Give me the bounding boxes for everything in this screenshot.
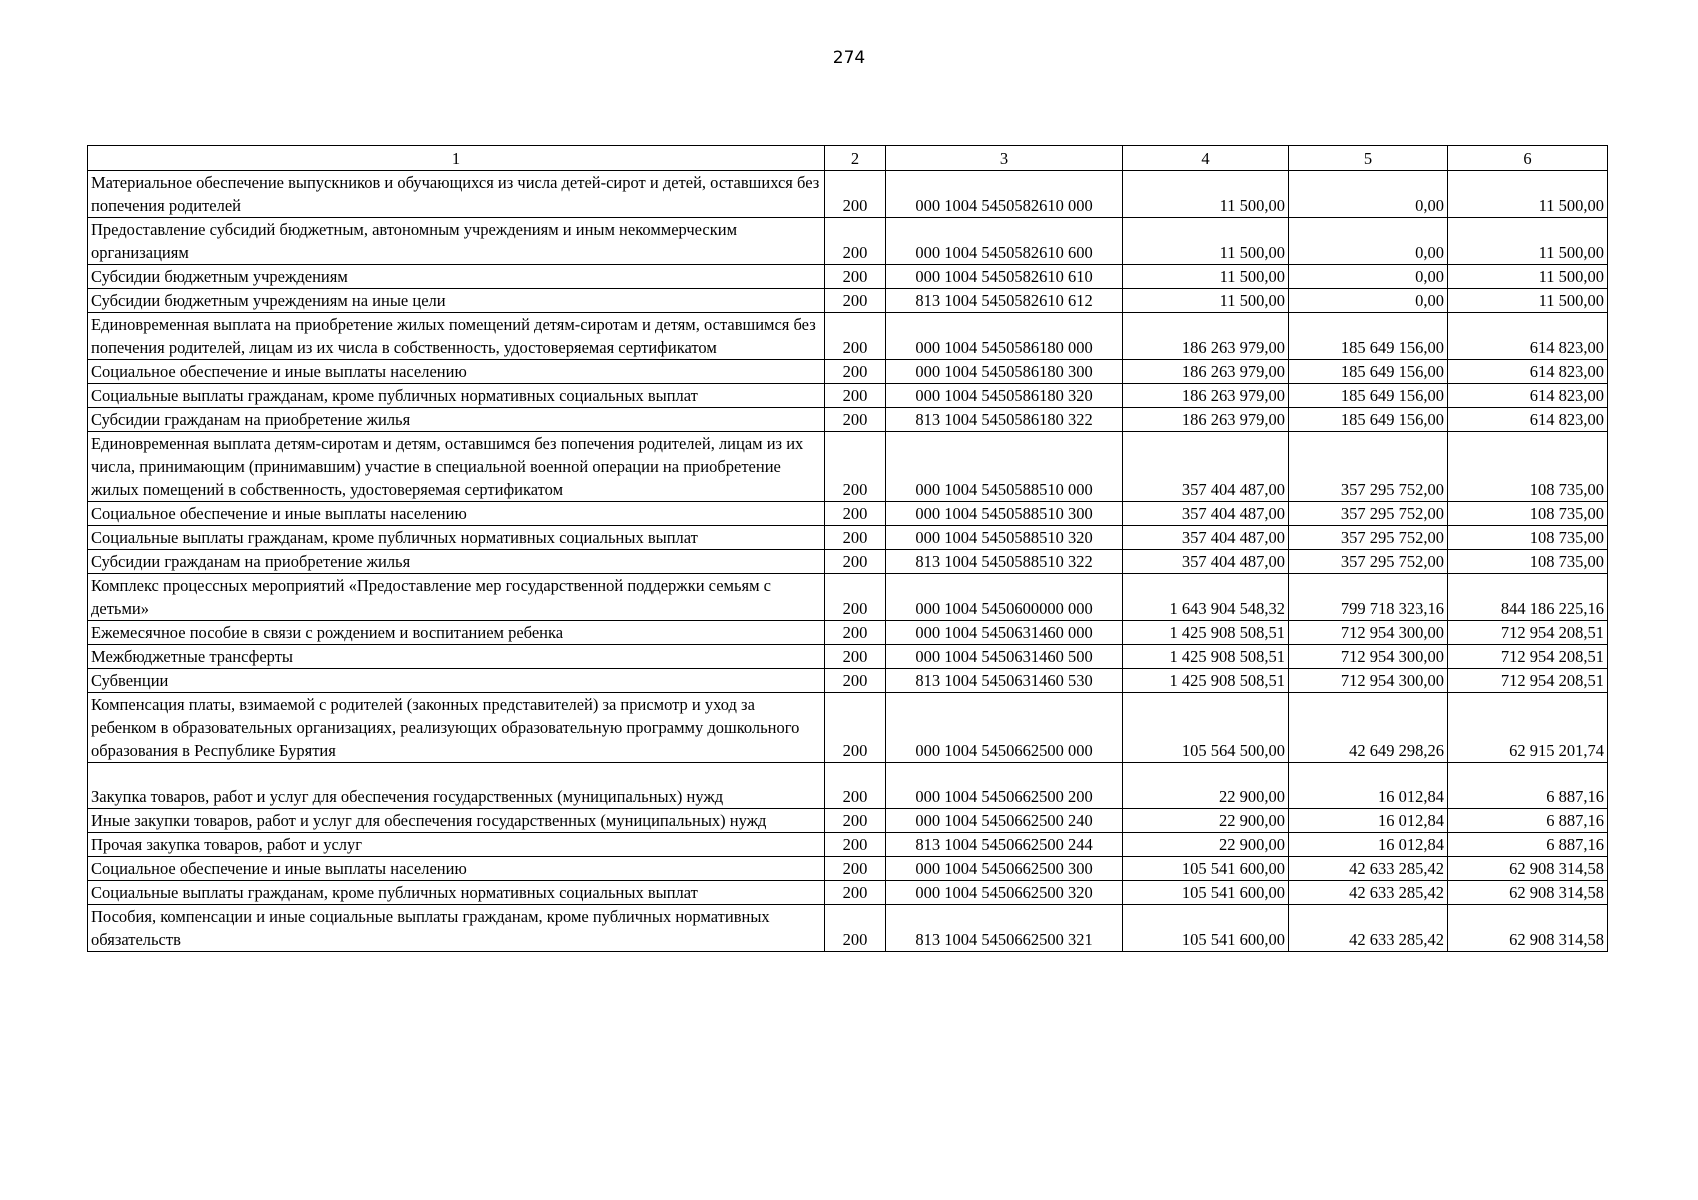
table-row — [88, 218, 1608, 265]
row-kbk: 000 1004 5450586180 320 — [886, 384, 1123, 408]
row-code: 200 — [825, 550, 886, 574]
row-name: Субсидии гражданам на приобретение жилья — [88, 408, 825, 432]
row-kbk: 000 1004 5450600000 000 — [886, 574, 1123, 621]
row-code: 200 — [825, 833, 886, 857]
row-value-4: 186 263 979,00 — [1123, 360, 1289, 384]
row-value-6: 108 735,00 — [1448, 526, 1608, 550]
row-kbk: 000 1004 5450662500 300 — [886, 857, 1123, 881]
row-code: 200 — [825, 857, 886, 881]
column-header: 2 — [825, 146, 886, 171]
row-value-4: 105 564 500,00 — [1123, 693, 1289, 763]
table-row — [88, 171, 1608, 218]
column-header: 4 — [1123, 146, 1289, 171]
table-row — [88, 360, 1608, 384]
row-name: Социальные выплаты гражданам, кроме публичных нормативных социальных выплат — [88, 384, 825, 408]
column-header: 1 — [88, 146, 825, 171]
row-value-4: 186 263 979,00 — [1123, 384, 1289, 408]
row-code: 200 — [825, 763, 886, 809]
table-row — [88, 526, 1608, 550]
row-value-5: 357 295 752,00 — [1289, 502, 1448, 526]
row-value-5: 799 718 323,16 — [1289, 574, 1448, 621]
row-name: Субвенции — [88, 669, 825, 693]
row-kbk: 813 1004 5450662500 244 — [886, 833, 1123, 857]
table-row — [88, 574, 1608, 621]
row-value-4: 11 500,00 — [1123, 171, 1289, 218]
row-value-6: 712 954 208,51 — [1448, 645, 1608, 669]
row-code: 200 — [825, 360, 886, 384]
row-value-5: 16 012,84 — [1289, 833, 1448, 857]
row-value-6: 108 735,00 — [1448, 502, 1608, 526]
row-name: Социальное обеспечение и иные выплаты населению — [88, 857, 825, 881]
row-value-6: 11 500,00 — [1448, 218, 1608, 265]
row-value-5: 357 295 752,00 — [1289, 526, 1448, 550]
row-name: Единовременная выплата детям-сиротам и детям, оставшимся без попечения родителей, лицам из их числа, принимающим (принимавшим) участие в специальной военной операции на приобретение жилых помещений в собственность, удостоверяемая сертификатом — [88, 432, 825, 502]
row-kbk: 000 1004 5450588510 300 — [886, 502, 1123, 526]
row-value-6: 614 823,00 — [1448, 408, 1608, 432]
row-value-5: 712 954 300,00 — [1289, 621, 1448, 645]
row-value-4: 11 500,00 — [1123, 289, 1289, 313]
row-code: 200 — [825, 645, 886, 669]
row-code: 200 — [825, 432, 886, 502]
row-name: Предоставление субсидий бюджетным, автономным учреждениям и иным некоммерческим организациям — [88, 218, 825, 265]
row-value-5: 357 295 752,00 — [1289, 432, 1448, 502]
row-value-6: 62 908 314,58 — [1448, 881, 1608, 905]
row-value-6: 844 186 225,16 — [1448, 574, 1608, 621]
row-value-4: 11 500,00 — [1123, 218, 1289, 265]
row-kbk: 813 1004 5450662500 321 — [886, 905, 1123, 952]
row-name: Прочая закупка товаров, работ и услуг — [88, 833, 825, 857]
table-row — [88, 669, 1608, 693]
row-code: 200 — [825, 218, 886, 265]
row-code: 200 — [825, 313, 886, 360]
row-value-4: 22 900,00 — [1123, 809, 1289, 833]
row-value-4: 357 404 487,00 — [1123, 526, 1289, 550]
row-kbk: 813 1004 5450582610 612 — [886, 289, 1123, 313]
column-header: 6 — [1448, 146, 1608, 171]
row-value-5: 42 633 285,42 — [1289, 881, 1448, 905]
row-name: Субсидии бюджетным учреждениям — [88, 265, 825, 289]
table-row — [88, 905, 1608, 952]
row-code: 200 — [825, 669, 886, 693]
row-name: Субсидии бюджетным учреждениям на иные цели — [88, 289, 825, 313]
table-row — [88, 313, 1608, 360]
column-header: 3 — [886, 146, 1123, 171]
row-value-6: 614 823,00 — [1448, 384, 1608, 408]
row-code: 200 — [825, 574, 886, 621]
row-value-6: 6 887,16 — [1448, 809, 1608, 833]
row-name: Иные закупки товаров, работ и услуг для обеспечения государственных (муниципальных) нужд — [88, 809, 825, 833]
row-value-6: 6 887,16 — [1448, 763, 1608, 809]
row-value-6: 62 908 314,58 — [1448, 905, 1608, 952]
table-row — [88, 384, 1608, 408]
row-code: 200 — [825, 905, 886, 952]
row-name: Единовременная выплата на приобретение жилых помещений детям-сиротам и детям, оставшимся без попечения родителей, лицам из их числа в собственность, удостоверяемая сертификатом — [88, 313, 825, 360]
row-kbk: 000 1004 5450582610 000 — [886, 171, 1123, 218]
row-value-4: 11 500,00 — [1123, 265, 1289, 289]
table-row — [88, 621, 1608, 645]
row-value-4: 186 263 979,00 — [1123, 313, 1289, 360]
row-value-4: 105 541 600,00 — [1123, 881, 1289, 905]
row-value-5: 0,00 — [1289, 171, 1448, 218]
row-code: 200 — [825, 881, 886, 905]
row-value-6: 62 915 201,74 — [1448, 693, 1608, 763]
table-row — [88, 408, 1608, 432]
row-value-5: 0,00 — [1289, 289, 1448, 313]
row-value-4: 357 404 487,00 — [1123, 502, 1289, 526]
row-code: 200 — [825, 171, 886, 218]
row-kbk: 813 1004 5450588510 322 — [886, 550, 1123, 574]
table-row — [88, 763, 1608, 809]
table-row — [88, 289, 1608, 313]
table-row — [88, 881, 1608, 905]
row-name: Социальные выплаты гражданам, кроме публичных нормативных социальных выплат — [88, 526, 825, 550]
table-row — [88, 693, 1608, 763]
row-value-4: 357 404 487,00 — [1123, 432, 1289, 502]
row-code: 200 — [825, 526, 886, 550]
row-value-4: 1 425 908 508,51 — [1123, 621, 1289, 645]
row-name: Комплекс процессных мероприятий «Предоставление мер государственной поддержки семьям с детьми» — [88, 574, 825, 621]
row-value-6: 108 735,00 — [1448, 550, 1608, 574]
row-value-5: 185 649 156,00 — [1289, 408, 1448, 432]
row-name: Ежемесячное пособие в связи с рождением и воспитанием ребенка — [88, 621, 825, 645]
row-kbk: 000 1004 5450662500 320 — [886, 881, 1123, 905]
row-code: 200 — [825, 693, 886, 763]
budget-table — [87, 145, 1608, 952]
row-value-5: 712 954 300,00 — [1289, 669, 1448, 693]
row-name: Пособия, компенсации и иные социальные выплаты гражданам, кроме публичных нормативных обязательств — [88, 905, 825, 952]
row-value-6: 712 954 208,51 — [1448, 669, 1608, 693]
table-row — [88, 809, 1608, 833]
row-code: 200 — [825, 621, 886, 645]
row-kbk: 000 1004 5450586180 300 — [886, 360, 1123, 384]
table-row — [88, 645, 1608, 669]
row-name: Закупка товаров, работ и услуг для обеспечения государственных (муниципальных) нужд — [88, 763, 825, 809]
row-value-6: 108 735,00 — [1448, 432, 1608, 502]
row-value-5: 357 295 752,00 — [1289, 550, 1448, 574]
row-value-5: 16 012,84 — [1289, 763, 1448, 809]
row-value-6: 6 887,16 — [1448, 833, 1608, 857]
row-value-5: 185 649 156,00 — [1289, 360, 1448, 384]
row-value-4: 186 263 979,00 — [1123, 408, 1289, 432]
row-value-6: 11 500,00 — [1448, 289, 1608, 313]
row-value-6: 11 500,00 — [1448, 171, 1608, 218]
row-kbk: 000 1004 5450631460 000 — [886, 621, 1123, 645]
table-row — [88, 833, 1608, 857]
row-value-4: 22 900,00 — [1123, 833, 1289, 857]
row-kbk: 813 1004 5450586180 322 — [886, 408, 1123, 432]
row-kbk: 000 1004 5450662500 000 — [886, 693, 1123, 763]
row-value-6: 614 823,00 — [1448, 313, 1608, 360]
row-code: 200 — [825, 265, 886, 289]
row-kbk: 000 1004 5450662500 240 — [886, 809, 1123, 833]
table-row — [88, 857, 1608, 881]
table-row — [88, 502, 1608, 526]
row-kbk: 000 1004 5450582610 610 — [886, 265, 1123, 289]
row-value-6: 62 908 314,58 — [1448, 857, 1608, 881]
row-value-5: 42 633 285,42 — [1289, 857, 1448, 881]
row-value-4: 357 404 487,00 — [1123, 550, 1289, 574]
row-name: Социальное обеспечение и иные выплаты населению — [88, 502, 825, 526]
row-value-4: 1 643 904 548,32 — [1123, 574, 1289, 621]
page-number: 274 — [832, 48, 866, 68]
row-kbk: 000 1004 5450588510 320 — [886, 526, 1123, 550]
row-code: 200 — [825, 809, 886, 833]
row-value-5: 16 012,84 — [1289, 809, 1448, 833]
row-kbk: 000 1004 5450588510 000 — [886, 432, 1123, 502]
row-code: 200 — [825, 502, 886, 526]
column-header: 5 — [1289, 146, 1448, 171]
row-value-4: 105 541 600,00 — [1123, 905, 1289, 952]
row-code: 200 — [825, 408, 886, 432]
row-name: Субсидии гражданам на приобретение жилья — [88, 550, 825, 574]
header-row — [88, 146, 1608, 171]
row-kbk: 000 1004 5450586180 000 — [886, 313, 1123, 360]
row-value-4: 22 900,00 — [1123, 763, 1289, 809]
row-name: Социальное обеспечение и иные выплаты населению — [88, 360, 825, 384]
table-row — [88, 265, 1608, 289]
row-value-5: 185 649 156,00 — [1289, 384, 1448, 408]
table-row — [88, 432, 1608, 502]
row-value-5: 42 649 298,26 — [1289, 693, 1448, 763]
table-row — [88, 550, 1608, 574]
row-value-4: 105 541 600,00 — [1123, 857, 1289, 881]
row-value-4: 1 425 908 508,51 — [1123, 669, 1289, 693]
row-value-6: 712 954 208,51 — [1448, 621, 1608, 645]
row-value-6: 11 500,00 — [1448, 265, 1608, 289]
row-kbk: 000 1004 5450582610 600 — [886, 218, 1123, 265]
row-value-5: 0,00 — [1289, 218, 1448, 265]
row-kbk: 000 1004 5450662500 200 — [886, 763, 1123, 809]
row-value-4: 1 425 908 508,51 — [1123, 645, 1289, 669]
row-value-5: 42 633 285,42 — [1289, 905, 1448, 952]
row-name: Компенсация платы, взимаемой с родителей (законных представителей) за присмотр и уход за ребенком в образовательных организациях, реализующих образовательную программу дошкольного образования в Республике Бурятия — [88, 693, 825, 763]
row-code: 200 — [825, 289, 886, 313]
row-value-6: 614 823,00 — [1448, 360, 1608, 384]
row-name: Материальное обеспечение выпускников и обучающихся из числа детей-сирот и детей, оставшихся без попечения родителей — [88, 171, 825, 218]
row-value-5: 185 649 156,00 — [1289, 313, 1448, 360]
row-kbk: 000 1004 5450631460 500 — [886, 645, 1123, 669]
row-kbk: 813 1004 5450631460 530 — [886, 669, 1123, 693]
row-code: 200 — [825, 384, 886, 408]
row-name: Межбюджетные трансферты — [88, 645, 825, 669]
row-value-5: 0,00 — [1289, 265, 1448, 289]
row-value-5: 712 954 300,00 — [1289, 645, 1448, 669]
row-name: Социальные выплаты гражданам, кроме публичных нормативных социальных выплат — [88, 881, 825, 905]
